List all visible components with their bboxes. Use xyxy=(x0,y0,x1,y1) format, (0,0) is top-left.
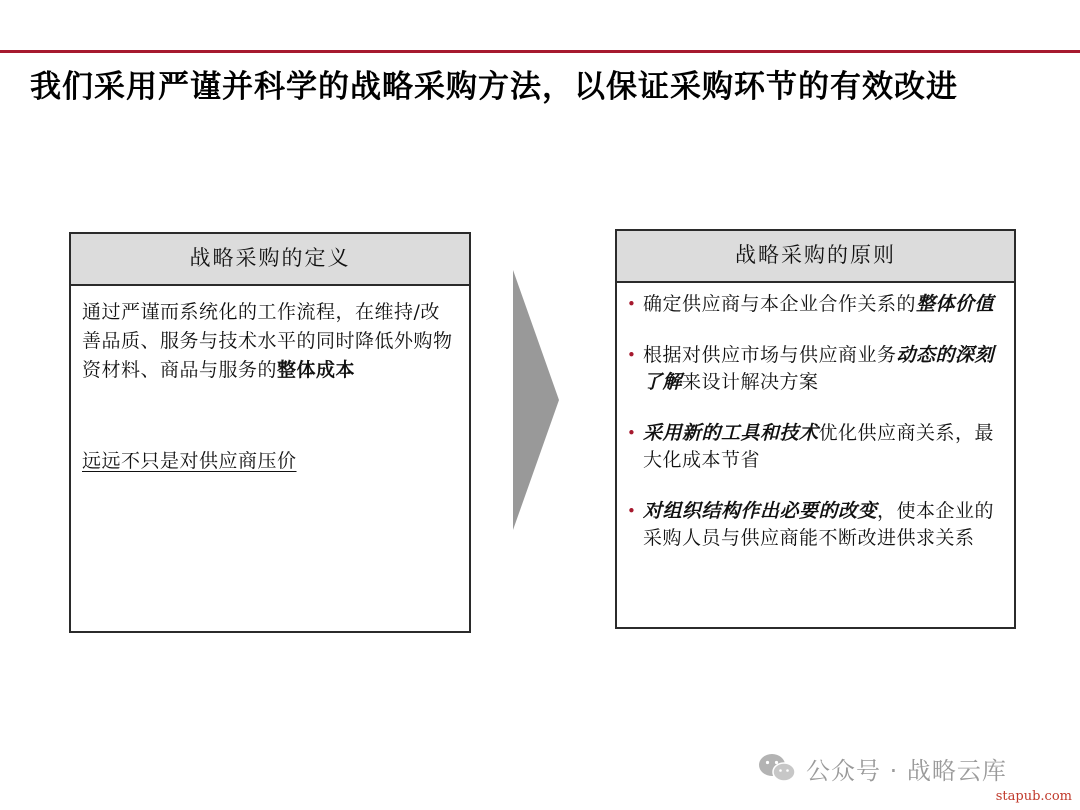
slide-title: 我们采用严谨并科学的战略采购方法，以保证采购环节的有效改进 xyxy=(30,69,958,105)
bullet-icon: • xyxy=(627,502,637,520)
principle-emphasis: 动态的深刻了解 xyxy=(643,344,995,393)
top-rule xyxy=(0,50,1080,53)
definition-text-lead: 通过严谨而系统化的工作流程，在维持/改善品质、服务与技术水平的同时降低外购物资材料、商品与服务的 xyxy=(82,301,453,381)
bullet-icon: • xyxy=(627,424,637,442)
principle-plain-before: 根据对供应市场与供应商业务 xyxy=(643,344,897,366)
bullet-icon: • xyxy=(627,346,637,364)
principles-header: 战略采购的原则 xyxy=(617,231,1014,283)
definition-note: 远远不只是对供应商压价 xyxy=(82,450,297,472)
definition-body xyxy=(71,286,469,476)
principle-plain-after: 来设计解决方案 xyxy=(682,371,819,393)
principle-emphasis: 采用新的工具和技术 xyxy=(643,422,819,444)
principle-item-4 xyxy=(627,498,1002,552)
principle-item-1 xyxy=(627,291,1002,318)
definition-header: 战略采购的定义 xyxy=(71,234,469,286)
definition-text-bold: 整体成本 xyxy=(277,359,356,381)
principle-item-2 xyxy=(627,342,1002,396)
principle-plain-before: 确定供应商与本企业合作关系的 xyxy=(643,293,917,315)
principle-plain-after: ，使本企业的采购人员与供应商能不断改进供求关系 xyxy=(643,500,995,549)
right-arrow-icon xyxy=(513,270,559,530)
watermark xyxy=(758,748,1007,788)
right-arrow-shape xyxy=(513,270,559,530)
site-mark: stapub.com xyxy=(995,789,1072,804)
watermark-text: 公众号 · 战略云库 xyxy=(806,756,1007,785)
principle-emphasis: 整体价值 xyxy=(916,293,995,315)
bullet-icon: • xyxy=(627,295,637,313)
definition-panel xyxy=(69,232,471,633)
principle-emphasis: 对组织结构作出必要的改变 xyxy=(643,500,878,522)
principle-item-3 xyxy=(627,420,1002,474)
principles-panel xyxy=(615,229,1016,629)
principle-plain-after: 优化供应商关系，最大化成本节省 xyxy=(643,422,995,471)
principles-list xyxy=(617,283,1014,552)
definition-text xyxy=(82,298,453,385)
wechat-icon xyxy=(758,752,796,784)
